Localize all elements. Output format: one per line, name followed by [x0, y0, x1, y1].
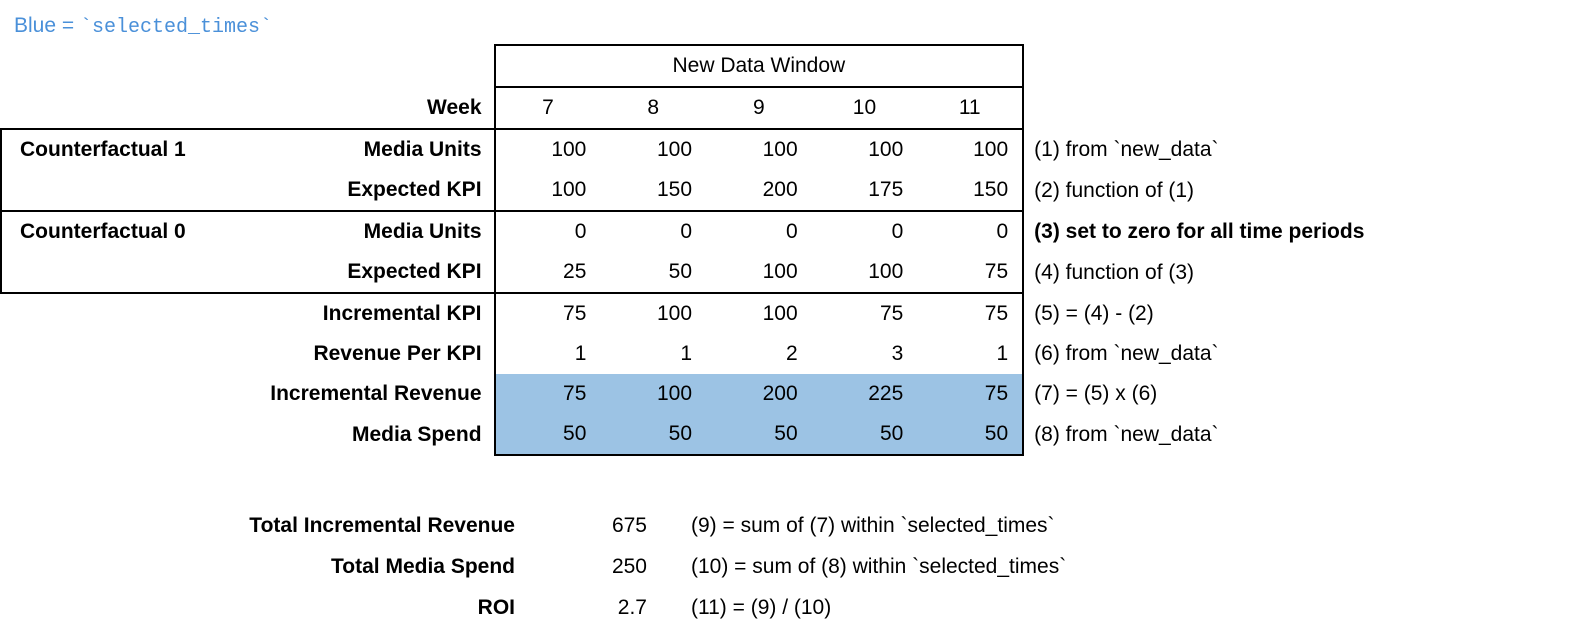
spacer-cell — [1023, 87, 1587, 129]
cell-value: 100 — [917, 129, 1023, 170]
cell-value-highlighted: 50 — [495, 414, 601, 455]
legend — [14, 14, 272, 39]
week-header-8: 8 — [600, 87, 706, 129]
spacer-cell — [1, 87, 206, 129]
row-note: (5) = (4) - (2) — [1034, 301, 1154, 325]
cell-value: 100 — [706, 293, 812, 334]
cell-value: 150 — [917, 170, 1023, 211]
cell-value: 25 — [495, 252, 601, 293]
cell-value: 0 — [812, 211, 918, 252]
row-note: (8) from `new_data` — [1034, 422, 1219, 446]
week-label: Week — [427, 95, 482, 119]
cell-value: 100 — [600, 129, 706, 170]
cell-value: 100 — [600, 293, 706, 334]
cell-value: 75 — [495, 293, 601, 334]
cell-value: 0 — [600, 211, 706, 252]
totals-label-roi: ROI — [477, 595, 515, 619]
legend-code: `selected_times` — [79, 16, 272, 39]
week-header-10: 10 — [812, 87, 918, 129]
totals-table — [0, 505, 1066, 628]
cell-value: 3 — [891, 342, 904, 365]
legend-prefix: Blue = — [14, 14, 80, 37]
spacer-cell — [1, 45, 206, 87]
cell-value-highlighted: 50 — [600, 414, 706, 455]
spacer-cell — [1023, 45, 1587, 87]
row-note: (4) function of (3) — [1034, 260, 1195, 284]
cell-value-highlighted: 50 — [706, 414, 812, 455]
table-row — [1, 170, 1587, 211]
group-label-empty — [1, 414, 206, 455]
cell-value-highlighted: 75 — [917, 374, 1023, 414]
week-header-11: 11 — [917, 87, 1023, 129]
table-row — [1, 211, 1587, 252]
totals-note: (9) = sum of (7) within `selected_times` — [691, 513, 1055, 537]
cell-value: 1 — [917, 334, 1023, 374]
group-label-empty — [1, 334, 206, 374]
cell-value-highlighted: 50 — [812, 414, 918, 455]
totals-row — [0, 505, 1066, 546]
totals-value: 2.7 — [617, 595, 647, 619]
cell-value-highlighted: 50 — [917, 414, 1023, 455]
table-header-row-week — [1, 87, 1587, 129]
table-row — [1, 334, 1587, 374]
cell-value: 75 — [917, 252, 1023, 293]
row-label-media-spend: Media Spend — [352, 422, 482, 446]
cell-value-highlighted: 100 — [600, 374, 706, 414]
row-note: (6) from `new_data` — [1034, 342, 1219, 365]
group-label-empty — [1, 170, 206, 211]
counterfactual-table — [0, 44, 1588, 456]
row-note: (3) set to zero for all time periods — [1034, 219, 1365, 243]
row-label-expected-kpi-cf0: Expected KPI — [206, 252, 495, 293]
week-header-7: 7 — [495, 87, 601, 129]
row-label-media-units-cf1: Media Units — [206, 129, 495, 170]
group-label-counterfactual-1: Counterfactual 1 — [1, 129, 206, 170]
cell-value: 75 — [917, 293, 1023, 334]
cell-value: 100 — [868, 260, 904, 283]
cell-value: 100 — [495, 129, 601, 170]
cell-value: 100 — [495, 170, 601, 211]
table-row — [1, 374, 1587, 414]
totals-row — [0, 546, 1066, 587]
diagram-table-wrapper — [0, 44, 1588, 456]
cell-value: 1 — [495, 334, 601, 374]
cell-value-highlighted: 75 — [495, 374, 601, 414]
group-label-empty — [1, 374, 206, 414]
cell-value: 75 — [812, 293, 918, 334]
cell-value: 100 — [706, 129, 812, 170]
row-note: (2) function of (1) — [1034, 178, 1195, 202]
totals-section — [0, 505, 1066, 628]
cell-value: 50 — [668, 260, 693, 283]
cell-value: 100 — [762, 260, 798, 283]
new-data-window-header: New Data Window — [495, 45, 1024, 87]
cell-value-highlighted: 200 — [706, 374, 812, 414]
group-label-counterfactual-0: Counterfactual 0 — [1, 211, 206, 252]
group-label-empty — [1, 293, 206, 334]
spacer-cell — [206, 45, 495, 87]
totals-note: (10) = sum of (8) within `selected_times` — [691, 554, 1067, 578]
totals-row — [0, 587, 1066, 628]
row-label-incremental-kpi: Incremental KPI — [206, 293, 495, 334]
totals-note: (11) = (9) / (10) — [691, 595, 832, 619]
cell-value: 200 — [762, 178, 798, 201]
cell-value: 1 — [680, 342, 693, 365]
cell-value: 150 — [656, 178, 693, 201]
row-label-incremental-revenue: Incremental Revenue — [270, 382, 482, 405]
table-row — [1, 414, 1587, 455]
table-row — [1, 252, 1587, 293]
cell-value: 175 — [868, 178, 904, 201]
table-header-row-window — [1, 45, 1587, 87]
cell-value: 2 — [785, 342, 798, 365]
cell-value-highlighted: 225 — [812, 374, 918, 414]
totals-label-incremental-revenue: Total Incremental Revenue — [249, 513, 515, 537]
cell-value: 0 — [917, 211, 1023, 252]
row-note: (1) from `new_data` — [1034, 137, 1219, 161]
cell-value: 0 — [495, 211, 601, 252]
totals-value: 250 — [611, 554, 647, 578]
row-label-expected-kpi-cf1: Expected KPI — [347, 178, 482, 201]
row-label-revenue-per-kpi: Revenue Per KPI — [313, 342, 482, 365]
cell-value: 0 — [706, 211, 812, 252]
row-note: (7) = (5) x (6) — [1034, 382, 1158, 405]
table-row — [1, 293, 1587, 334]
totals-value: 675 — [611, 513, 647, 537]
table-row — [1, 129, 1587, 170]
week-header-9: 9 — [706, 87, 812, 129]
row-label-media-units-cf0: Media Units — [206, 211, 495, 252]
group-label-empty — [1, 252, 206, 293]
totals-label-media-spend: Total Media Spend — [331, 554, 515, 578]
cell-value: 100 — [812, 129, 918, 170]
